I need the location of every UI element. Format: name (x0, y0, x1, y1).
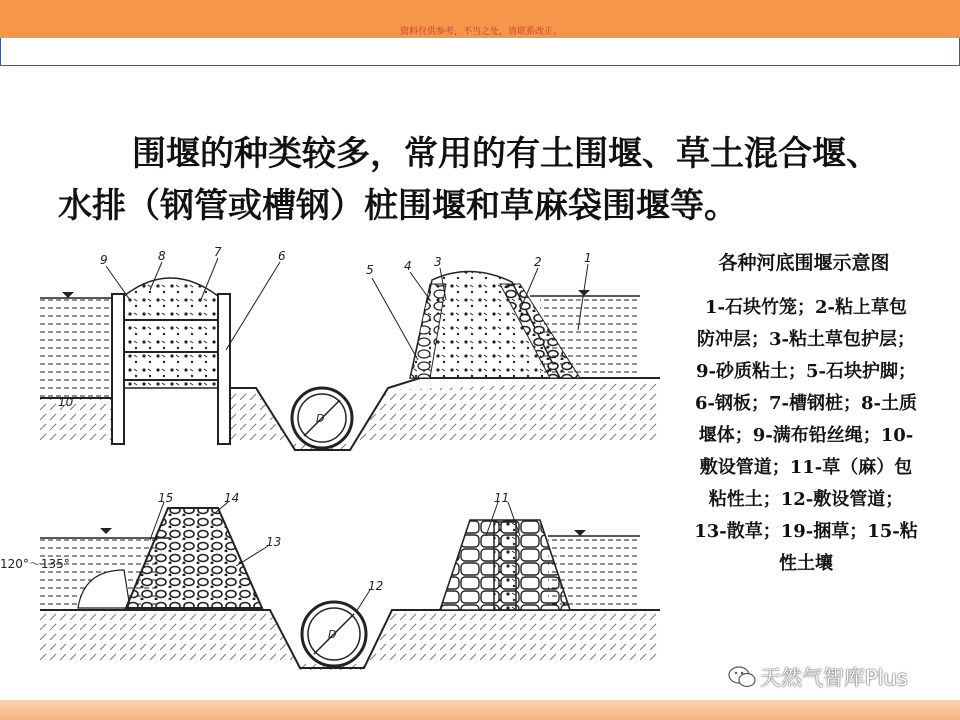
bottom-diagram (40, 502, 660, 670)
label-5: 5 (366, 263, 374, 277)
label-8: 8 (158, 249, 166, 263)
wechat-icon (728, 665, 756, 689)
earth-dam-body (124, 278, 218, 388)
label-d-bottom: D (328, 628, 337, 641)
label-13: 13 (266, 535, 282, 549)
watermark-text: 天然气智库Plus (760, 666, 908, 690)
slide-heading (58, 128, 938, 232)
label-2: 2 (534, 255, 542, 269)
label-4: 4 (404, 259, 412, 273)
label-1: 1 (584, 251, 592, 265)
label-d-top: D (316, 412, 325, 425)
header-box (0, 27, 960, 66)
label-slope-angle: 120°～135° (0, 557, 70, 571)
label-10: 10 (58, 395, 74, 409)
caption-line: 堰体；9-满布铅丝绳；10- (698, 425, 914, 446)
caption-line: 性土壤 (779, 553, 833, 574)
label-7: 7 (214, 245, 222, 259)
sheet-pile-right (218, 294, 230, 444)
caption-line: 6-钢板；7-槽钢桩；8-土质 (695, 393, 917, 414)
caption-title: 各种河底围堰示意图 (718, 252, 890, 274)
caption-line: 防冲层；3-粘土草包护层； (697, 329, 915, 350)
caption-line: 敷设管道；11-草（麻）包 (699, 457, 913, 478)
label-3: 3 (434, 255, 442, 269)
disclaimer-text: 资料仅供参考，不当之处，请联系改正。 (399, 27, 562, 37)
right-water (540, 296, 640, 376)
caption-line: 粘性土；12-敷设管道； (708, 489, 904, 510)
water-level-icon-bottom (100, 528, 112, 534)
label-15: 15 (158, 491, 174, 505)
label-6: 6 (278, 249, 286, 263)
label-9: 9 (100, 253, 108, 267)
caption-line: 1-石块竹笼；2-粘上草包 (705, 297, 907, 318)
water-level-icon (62, 292, 74, 298)
label-14: 14 (224, 491, 240, 505)
sheet-pile-left (112, 294, 124, 444)
watermark (728, 662, 948, 692)
heading-line-1: 围堰的种类较多，常用的有土围堰、草土混合堰、 (132, 134, 880, 174)
top-diagram (40, 258, 660, 452)
water-level-icon-bottom-right (574, 530, 586, 536)
straw-earth-cofferdam (126, 508, 262, 608)
caption-line: 9-砂质粘土；5-石块护脚； (696, 361, 916, 382)
left-water (40, 298, 112, 398)
bottom-banner (0, 700, 960, 720)
clay-core (494, 522, 516, 610)
label-12: 12 (368, 579, 384, 593)
cofferdam-diagram (0, 240, 660, 700)
caption-body (664, 292, 948, 580)
label-11: 11 (494, 491, 510, 505)
caption-line: 13-散草；19-捆草；15-粘 (694, 521, 918, 542)
right-water-bottom (548, 536, 640, 608)
heading-line-2: 水排（钢管或槽钢）桩围堰和草麻袋围堰等。 (58, 186, 738, 226)
